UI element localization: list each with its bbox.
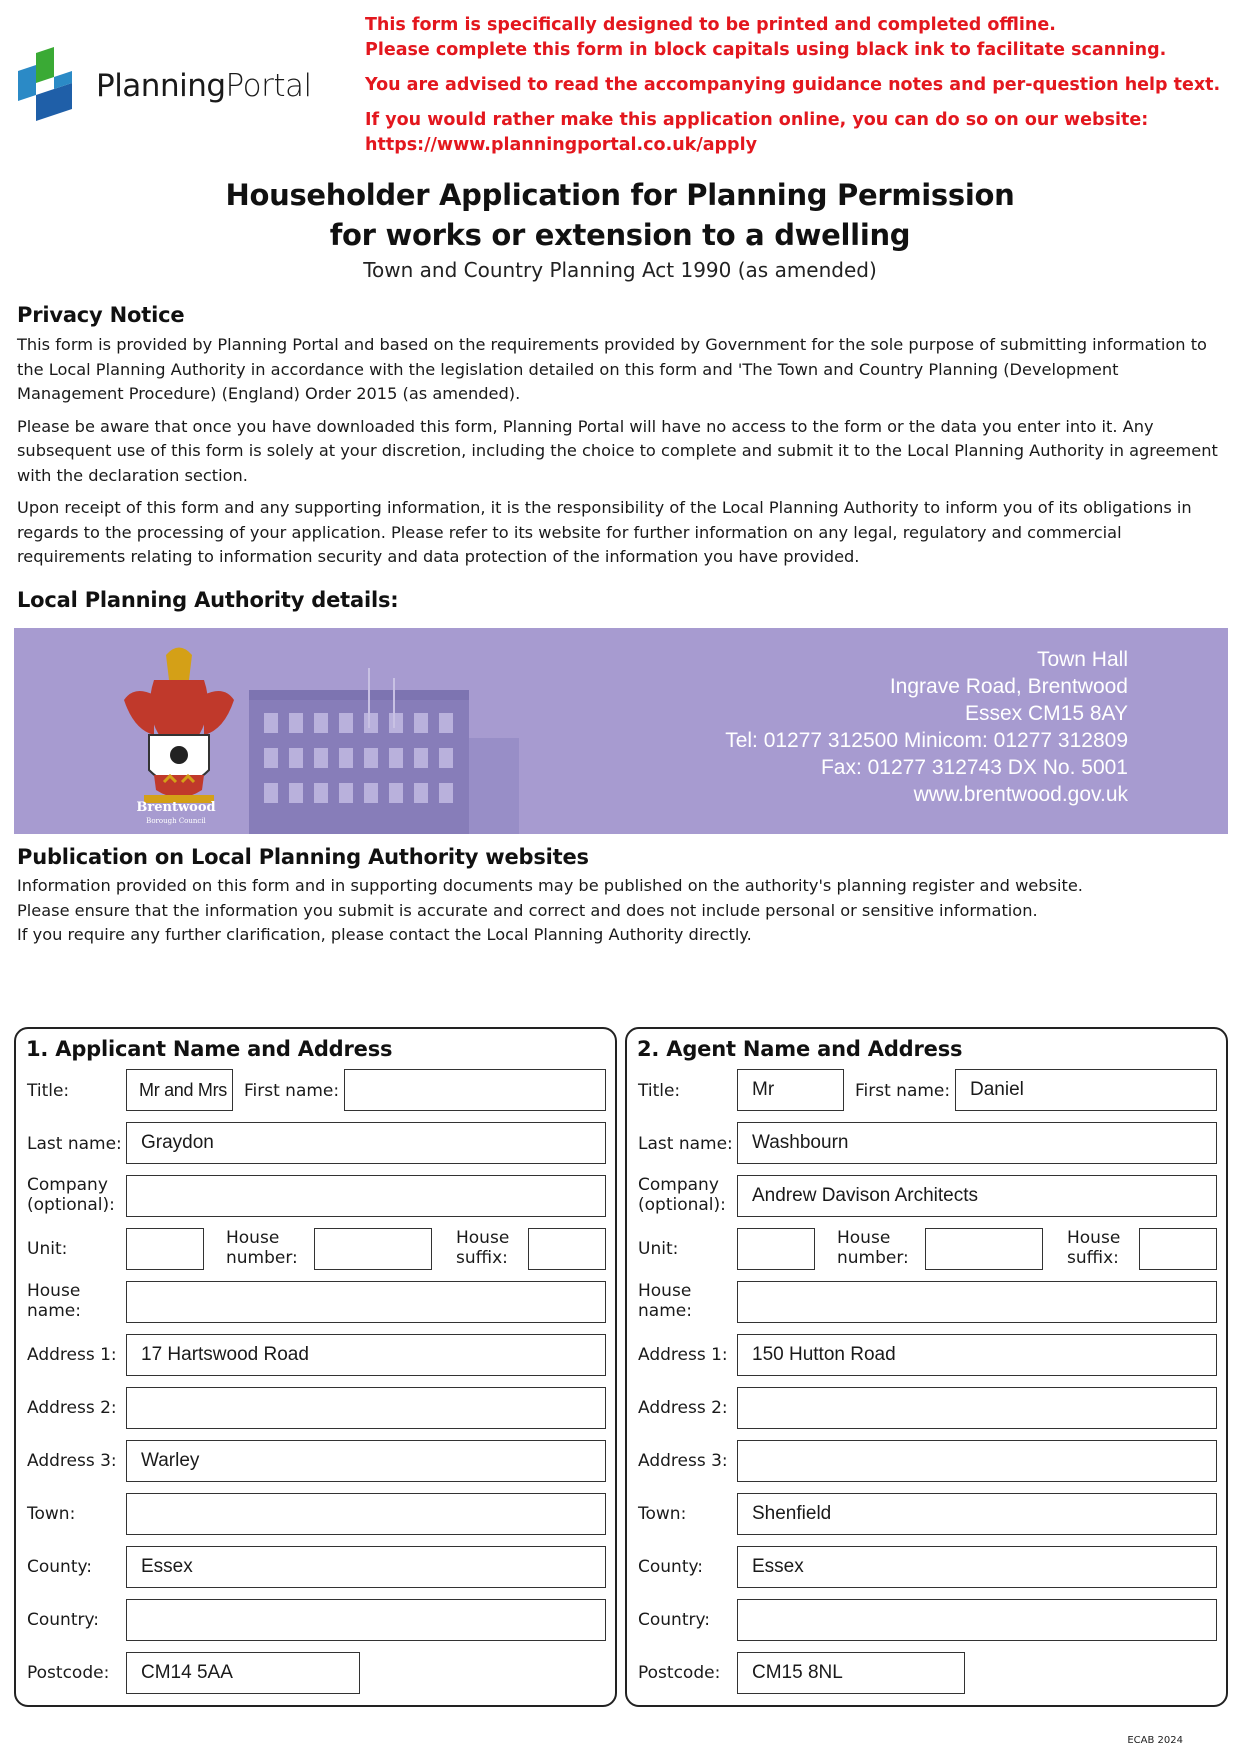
house-suffix-label: House [1067,1228,1121,1248]
first-name-label: First name: [244,1081,340,1101]
agent-country-field[interactable] [737,1599,1217,1641]
company-optional-label: (optional): [638,1195,726,1215]
lpa-address-line: Ingrave Road, Brentwood [889,675,1128,698]
postcode-label: Postcode: [27,1663,110,1683]
first-name-label: First name: [855,1081,951,1101]
unit-label: Unit: [27,1239,68,1259]
lpa-address-line: Essex CM15 8AY [964,702,1128,725]
house-number-label: House [837,1228,891,1248]
applicant-house-name-field[interactable] [126,1281,606,1323]
house-name-label: House [27,1281,81,1301]
house-name-label: House [638,1281,692,1301]
company-optional-label: (optional): [27,1195,115,1215]
offline-notice [365,13,1225,158]
privacy-text [17,333,1227,578]
publication-line: Please ensure that the information you submit is accurate and correct and does not include personal or sensitive information. [17,900,1038,920]
house-number-label: House [226,1228,280,1248]
agent-title-field[interactable]: Mr [737,1069,844,1111]
lpa-address-line: Town Hall [1036,648,1128,671]
document-title [0,175,1240,285]
crest-name: Brentwood [136,800,216,815]
agent-address2-field[interactable] [737,1387,1217,1429]
logo-word-planning: Planning [96,68,226,104]
applicant-first-name-field[interactable] [344,1069,606,1111]
agent-first-name-field[interactable]: Daniel [955,1069,1217,1111]
unit-label: Unit: [638,1239,679,1259]
applicant-postcode-field[interactable]: CM14 5AA [126,1652,360,1694]
applicant-address2-field[interactable] [126,1387,606,1429]
applicant-heading: 1. Applicant Name and Address [26,1037,393,1061]
town-label: Town: [638,1504,687,1524]
agent-address3-field[interactable] [737,1440,1217,1482]
agent-unit-field[interactable] [737,1228,815,1270]
agent-postcode-field[interactable]: CM15 8NL [737,1652,965,1694]
agent-house-suffix-field[interactable] [1139,1228,1217,1270]
agent-address1-field[interactable]: 150 Hutton Road [737,1334,1217,1376]
publication-heading: Publication on Local Planning Authority websites [17,845,589,869]
applicant-town-field[interactable] [126,1493,606,1535]
company-label: Company [27,1175,108,1195]
applicant-house-suffix-field[interactable] [528,1228,606,1270]
planning-portal-logo-icon [14,47,84,125]
planning-portal-logo [14,46,314,126]
address3-label: Address 3: [638,1451,728,1471]
notice-line: This form is specifically designed to be printed and completed offline. [365,15,1056,35]
agent-panel [625,1027,1228,1707]
house-suffix-label: House [456,1228,510,1248]
agent-heading: 2. Agent Name and Address [637,1037,963,1061]
title-label: Title: [638,1081,681,1101]
agent-company-field[interactable]: Andrew Davison Architects [737,1175,1217,1217]
title-line-1: Householder Application for Planning Permission [225,178,1015,212]
country-label: Country: [638,1610,711,1630]
logo-word-portal: Portal [225,68,312,104]
town-hall-image [229,668,519,834]
applicant-country-field[interactable] [126,1599,606,1641]
address2-label: Address 2: [638,1398,728,1418]
agent-town-field[interactable]: Shenfield [737,1493,1217,1535]
agent-county-field[interactable]: Essex [737,1546,1217,1588]
house-number-label-2: number: [837,1248,909,1268]
lpa-heading: Local Planning Authority details: [17,588,399,612]
privacy-paragraph: Please be aware that once you have downloaded this form, Planning Portal will have no access to the form or the data you enter into it. Any subsequent use of this form is solely at your discretion, including the choice to complete and submit it to the Local Planning Authority in agreement with the declaration section. [17,416,1218,485]
notice-line: You are advised to read the accompanying guidance notes and per-question help text. [365,75,1221,95]
last-name-label: Last name: [27,1134,122,1154]
postcode-label: Postcode: [638,1663,721,1683]
address2-label: Address 2: [27,1398,117,1418]
company-label: Company [638,1175,719,1195]
house-number-label-2: number: [226,1248,298,1268]
applicant-unit-field[interactable] [126,1228,204,1270]
country-label: Country: [27,1610,100,1630]
address3-label: Address 3: [27,1451,117,1471]
county-label: County: [27,1557,93,1577]
applicant-county-field[interactable]: Essex [126,1546,606,1588]
town-label: Town: [27,1504,76,1524]
notice-link[interactable]: https://www.planningportal.co.uk/apply [365,135,757,155]
lpa-website[interactable]: www.brentwood.gov.uk [913,783,1128,806]
lpa-phone-line: Tel: 01277 312500 Minicom: 01277 312809 [725,729,1128,752]
applicant-last-name-field[interactable]: Graydon [126,1122,606,1164]
address1-label: Address 1: [27,1345,117,1365]
lpa-address [725,646,1128,808]
applicant-house-number-field[interactable] [314,1228,432,1270]
privacy-paragraph: Upon receipt of this form and any supporting information, it is the responsibility of the Local Planning Authority to inform you of its obligations in regards to the processing of your application. Please refer to its website for further information on any legal, regulatory and commercial requirements relating to information security and data protection of the information you have provided. [17,498,1192,566]
applicant-address3-field[interactable]: Warley [126,1440,606,1482]
form-code: ECAB 2024 [1127,1735,1183,1746]
act-subtitle: Town and Country Planning Act 1990 (as amended) [363,258,877,282]
publication-line: Information provided on this form and in supporting documents may be published on the authority's planning register and website. [17,876,1083,895]
title-label: Title: [27,1081,70,1101]
notice-line: If you would rather make this application online, you can do so on our website: [365,110,1149,130]
publication-line: If you require any further clarification, please contact the Local Planning Authority directly. [17,925,752,944]
notice-line: Please complete this form in block capitals using black ink to facilitate scanning. [365,40,1167,60]
publication-text [17,874,1227,948]
lpa-banner [14,628,1228,834]
last-name-label: Last name: [638,1134,733,1154]
house-name-label-2: name: [638,1301,692,1321]
applicant-title-field[interactable]: Mr and Mrs [126,1069,233,1111]
agent-house-number-field[interactable] [925,1228,1043,1270]
title-line-2: for works or extension to a dwelling [329,218,911,252]
lpa-fax-line: Fax: 01277 312743 DX No. 5001 [820,756,1128,779]
agent-house-name-field[interactable] [737,1281,1217,1323]
house-name-label-2: name: [27,1301,81,1321]
privacy-heading: Privacy Notice [17,303,185,327]
applicant-company-field[interactable] [126,1175,606,1217]
address1-label: Address 1: [638,1345,728,1365]
applicant-panel [14,1027,617,1707]
house-suffix-label-2: suffix: [1067,1248,1119,1268]
logo-wordmark [96,68,312,104]
crest-subtitle: Borough Council [146,817,206,825]
house-suffix-label-2: suffix: [456,1248,508,1268]
agent-last-name-field[interactable]: Washbourn [737,1122,1217,1164]
county-label: County: [638,1557,704,1577]
applicant-address1-field[interactable]: 17 Hartswood Road [126,1334,606,1376]
privacy-paragraph: This form is provided by Planning Portal and based on the requirements provided by Government for the sole purpose of submitting information to the Local Planning Authority in accordance with the legislation detailed on this form and 'The Town and Country Planning (Development Management Procedure) (England) Order 2015 (as amended). [17,335,1207,403]
